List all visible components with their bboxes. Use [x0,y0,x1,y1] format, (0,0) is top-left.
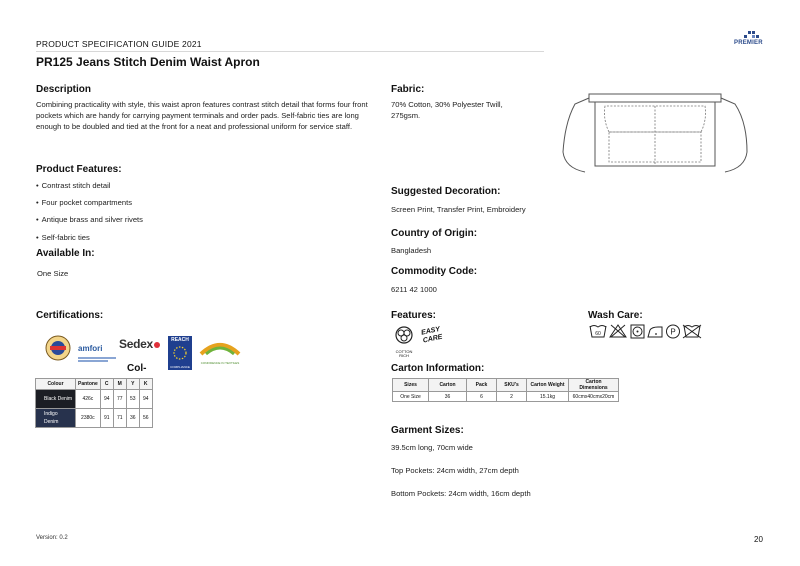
page-number: 20 [754,535,763,544]
cotton-rich-label: COTTON RICH [395,349,413,358]
table-cell: 94 [100,390,113,409]
description-heading: Description [36,84,92,95]
table-cell: 56 [139,409,152,428]
brand-name: PREMIER [734,40,763,46]
y-header: Y [126,379,139,390]
fabric-text: 70% Cotton, 30% Polyester Twill, 275gsm. [391,100,503,120]
garment-size-line: 39.5cm long, 70cm wide [391,443,473,452]
carton-table [392,378,619,402]
version-label: Version: 0.2 [36,535,68,541]
table-cell: 77 [113,390,126,409]
colour-table-header [36,379,153,390]
k-header: K [139,379,152,390]
commodity-heading: Commodity Code: [391,266,478,277]
iron-icon [648,327,662,337]
wrap-certification-logo [44,335,72,361]
table-cell: 36 [429,392,467,402]
oeko-tex-logo: CONFIDENCE IN TEXTILES [198,340,242,362]
table-header: SKU's [497,379,527,392]
table-row [393,392,619,402]
garment-size-line: Top Pockets: 24cm width, 27cm depth [391,466,519,475]
country-heading: Country of Origin: [391,228,478,239]
colour-swatch: Black Denim [36,390,76,409]
feature-item: • Antique brass and silver rivets [36,215,143,224]
cotton-rich-badge [392,325,416,358]
svg-text:P: P [670,327,676,337]
oeko-tex-arc-icon [198,340,242,356]
table-header: Carton [429,379,467,392]
amfori-logo: amfori [78,338,118,362]
description-text: Combining practicality with style, this waist apron features contrast stitch detail that forms four front pockets which are handy for carrying payment terminals and order pads. Self-fabric ties are long enough to be doubled and tied at the front for a neat and professional uniform for service staff. [36,100,368,131]
colour-swatch: Indigo Denim [36,409,76,428]
sedex-logo: Sedex [119,337,160,351]
feature-item: • Contrast stitch detail [36,181,111,190]
dry-clean-p-icon [667,325,680,338]
table-cell: 426c [76,390,101,409]
wash-care-heading: Wash Care: [588,310,643,321]
wash-60-icon [590,326,606,338]
sedex-dot-icon [154,342,160,348]
table-cell: 94 [139,390,152,409]
country-text: Bangladesh [391,246,432,255]
wash-care-icons [588,322,716,345]
care-symbols [588,322,716,340]
available-size: One Size [37,269,69,278]
table-cell: 60cmx40cmx20cm [569,392,619,402]
table-cell: 6 [467,392,497,402]
table-row [36,409,153,428]
available-in-heading: Available In: [36,248,95,259]
garment-sizes-heading: Garment Sizes: [391,425,464,436]
table-cell: 15.1kg [527,392,569,402]
carton-table-header [393,379,619,392]
fabric-heading: Fabric: [391,84,425,95]
carton-heading: Carton Information: [391,363,485,374]
table-cell: 71 [113,409,126,428]
colour-header: Colour [36,379,76,390]
header-divider [36,51,544,52]
table-header: Pack [467,379,497,392]
table-cell: 36 [126,409,139,428]
reach-compliance-logo: REACH COMPLIANCE [168,336,192,370]
eu-stars-icon [168,343,192,363]
certifications-heading: Certifications: [36,310,104,321]
brand-logo [732,28,768,50]
table-header: Sizes [393,379,429,392]
table-cell: One Size [393,392,429,402]
guide-title: PRODUCT SPECIFICATION GUIDE 2021 [36,39,202,49]
table-cell: 53 [126,390,139,409]
feature-item: • Self-fabric ties [36,233,90,242]
table-cell: 91 [100,409,113,428]
colour-table [35,378,153,428]
tumble-dry-icon [631,325,644,338]
easy-care-badge: EASY CARE [420,325,444,345]
decoration-text: Screen Print, Transfer Print, Embroidery [391,205,526,214]
table-row [36,390,153,409]
svg-text:60: 60 [595,331,601,337]
commodity-text: 6211 42 1000 [391,285,437,294]
m-header: M [113,379,126,390]
table-cell: 2380c [76,409,101,428]
colour-label: Col- [127,363,147,374]
decoration-heading: Suggested Decoration: [391,186,501,197]
c-header: C [100,379,113,390]
pantone-header: Pantone [76,379,101,390]
feature-item: • Four pocket compartments [36,198,132,207]
table-cell: 2 [497,392,527,402]
product-features-heading: Product Features: [36,164,122,175]
garment-size-line: Bottom Pockets: 24cm width, 16cm depth [391,489,531,498]
cotton-icon [392,325,416,345]
table-header: Carton Weight [527,379,569,392]
apron-illustration [555,92,755,176]
table-header: Carton Dimensions [569,379,619,392]
features-heading: Features: [391,310,437,321]
wash-40-icon [683,325,701,338]
no-bleach-icon [610,325,626,337]
product-title: PR125 Jeans Stitch Denim Waist Apron [36,55,260,69]
